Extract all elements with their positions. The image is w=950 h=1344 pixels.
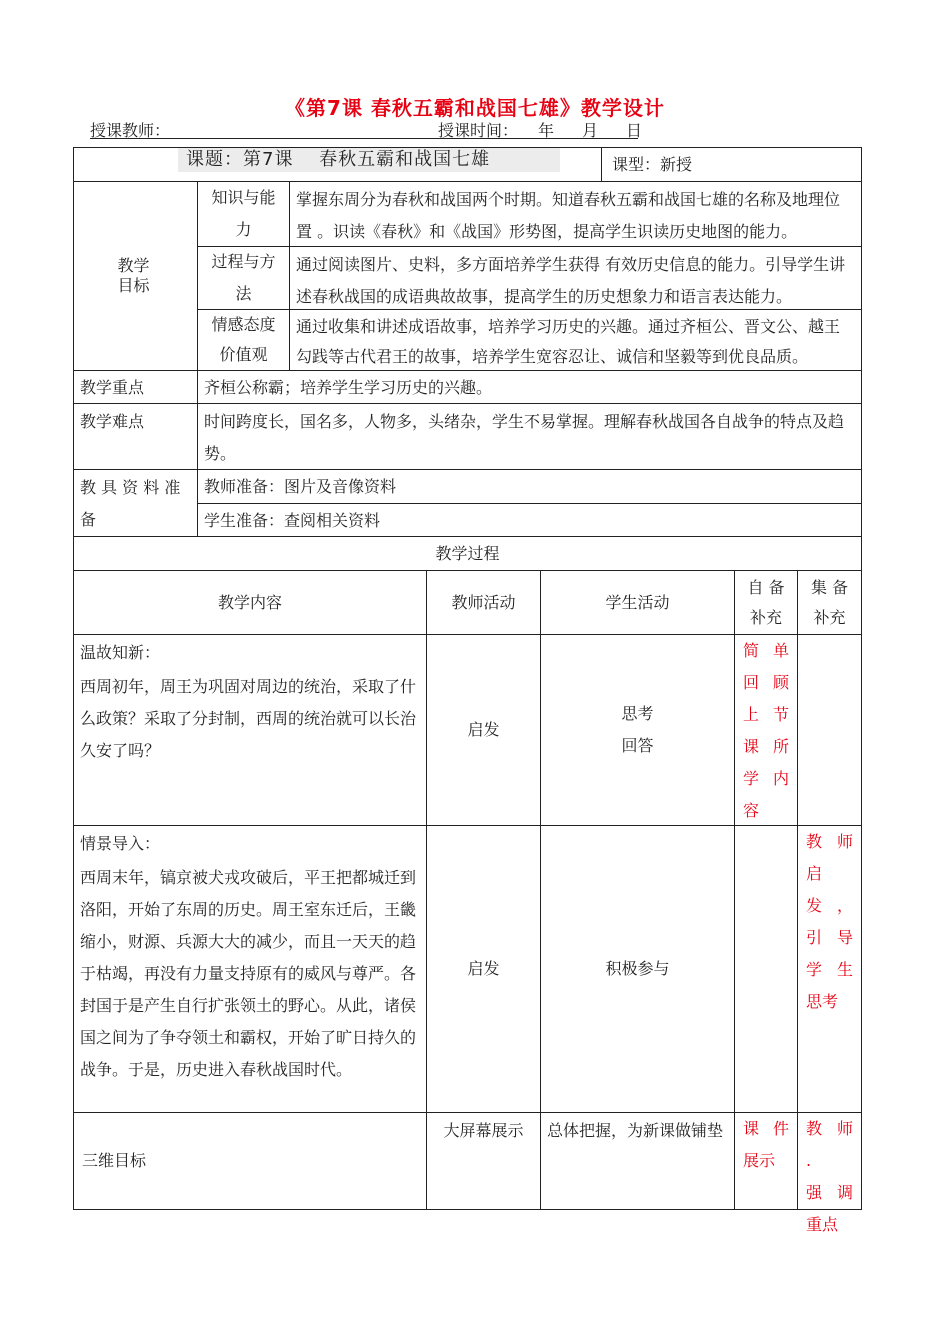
row1-self-note-line: 简 单	[743, 641, 789, 660]
col-student-header: 学生活动	[540, 570, 735, 635]
teacher-label: 授课教师：	[90, 121, 171, 140]
row1-group-note	[797, 634, 862, 826]
row2-teacher: 启发	[426, 825, 541, 1113]
goal-knowledge-name-l2: 力	[235, 220, 252, 239]
row2-group-note-line: 引 导	[806, 928, 853, 947]
row3-group-note-line: 教 师 .	[806, 1119, 853, 1170]
materials-student: 学生准备：查阅相关资料	[197, 503, 862, 537]
row1-self-note	[734, 634, 798, 826]
process-heading: 教学过程	[73, 536, 862, 571]
col-group-header-l1: 集 备	[810, 577, 849, 597]
col-group-header-l2: 补充	[813, 607, 846, 627]
row1-teacher: 启发	[426, 634, 541, 826]
col-teacher-header: 教师活动	[426, 570, 541, 635]
row1-content-text: 西周初年，周王为巩固对周边的统治，采取了什么政策？采取了分封制，西周的统治就可以长治久安了吗？	[80, 677, 417, 760]
row1-student	[540, 634, 735, 826]
materials-label-l1: 教 具 资 料 准	[80, 478, 181, 497]
goal-knowledge-text	[289, 181, 862, 247]
goal-emotion-text	[289, 309, 862, 371]
row1-self-note-line: 上 节	[743, 705, 789, 724]
topic-banner: 课题：第7课 春秋五霸和战国七雄	[178, 148, 560, 172]
key-point-label: 教学重点	[73, 370, 198, 404]
row1-self-note-line: 学 内	[743, 769, 789, 788]
row3-content-text: 三维目标	[82, 1151, 147, 1170]
goals-label-line1: 教学	[117, 256, 150, 275]
goals-label	[73, 181, 198, 371]
col-self-header	[734, 570, 798, 635]
row2-content-title: 情景导入：	[80, 834, 161, 853]
row2-student: 积极参与	[540, 825, 735, 1113]
materials-teacher: 教师准备：图片及音像资料	[197, 469, 862, 504]
materials-label-l2: 备	[80, 510, 97, 529]
goal-emotion-name-l2: 价值观	[219, 345, 268, 364]
goal-knowledge-name-l1: 知识与能	[211, 188, 276, 207]
goal-emotion-paragraph: 通过收集和讲述成语故事，培养学习历史的兴趣。通过齐桓公、晋文公、越王勾践等古代君王的故事，培养学生宽容忍让、诚信和坚毅等到优良品质。	[296, 317, 841, 366]
goal-knowledge-paragraph: 掌握东周分为春秋和战国两个时期。知道春秋五霸和战国七雄的名称及地理位置 。识读《春秋》和《战国》形势图，提高学生识读历史地图的能力。	[296, 190, 841, 241]
goal-process-text	[289, 246, 862, 310]
row2-group-note-line: 发 ，	[806, 896, 853, 915]
col-content-header: 教学内容	[73, 570, 427, 635]
goal-emotion-name-l1: 情感态度	[211, 315, 276, 334]
row3-group-note	[797, 1112, 862, 1234]
row3-self-note	[734, 1112, 798, 1210]
row1-content	[73, 634, 427, 826]
goal-process-name	[197, 246, 290, 310]
goal-process-paragraph: 通过阅读图片、史料，多方面培养学生获得 有效历史信息的能力。引导学生讲述春秋战国的成语典故故事，提高学生的历史想象力和语言表达能力。	[296, 255, 846, 306]
key-point-text: 齐桓公称霸；培养学生学习历史的兴趣。	[197, 370, 862, 404]
month-label: 月	[582, 121, 599, 140]
row3-student	[540, 1112, 735, 1210]
row3-teacher: 大屏幕展示	[426, 1112, 541, 1210]
col-self-header-l1: 自 备	[747, 577, 785, 597]
row1-self-note-line: 容	[743, 801, 760, 820]
time-label: 授课时间：	[438, 121, 519, 140]
row2-group-note-line: 学 生	[806, 960, 853, 979]
row3-self-note-line: 课 件	[743, 1119, 789, 1138]
row2-group-note-line: 启	[806, 864, 823, 883]
row3-content	[73, 1112, 427, 1210]
row1-student-l2: 回答	[621, 736, 654, 755]
col-self-header-l2: 补充	[749, 607, 782, 627]
row2-self-note	[734, 825, 798, 1113]
goal-process-name-l2: 法	[235, 284, 252, 303]
difficulty-paragraph: 时间跨度长，国名多，人物多，头绪杂，学生不易掌握。理解春秋战国各自战争的特点及趋势。	[204, 412, 845, 463]
goal-emotion-name	[197, 309, 290, 371]
row3-group-note-line: 重点	[806, 1215, 839, 1234]
row1-content-title: 温故知新：	[80, 643, 161, 662]
row1-self-note-line: 课 所	[743, 737, 789, 756]
row3-group-note-line: 强 调	[806, 1183, 853, 1202]
row2-content-text: 西周末年，镐京被犬戎攻破后，平王把都城迁到洛阳，开始了东周的历史。周王室东迁后，王畿缩小，财源、兵源大大的减少，而且一天天的趋于枯竭，再没有力量支持原有的威风与尊严。各封国于是产生自行扩张领土的野心。从此，诸侯国之间为了争夺领土和霸权，开始了旷日持久的战争。于是，历史进入春秋战国时代。	[80, 868, 417, 1079]
col-group-header	[797, 570, 862, 635]
materials-label	[73, 469, 198, 537]
day-label: 日	[626, 121, 643, 140]
row1-student-l1: 思考	[621, 704, 654, 723]
row1-self-note-line: 回 顾	[743, 673, 789, 692]
year-label: 年	[538, 121, 555, 140]
lesson-info-line	[90, 118, 643, 140]
row3-self-note-line: 展示	[743, 1151, 776, 1170]
difficulty-label: 教学难点	[73, 403, 198, 470]
row2-content	[73, 825, 427, 1113]
row3-student-text: 总体把握，为新课做铺垫	[547, 1121, 724, 1140]
difficulty-text	[197, 403, 862, 470]
row2-group-note-line: 教 师	[806, 832, 853, 851]
goals-label-line2: 目标	[117, 276, 150, 295]
goal-knowledge-name	[197, 181, 290, 247]
row2-group-note-line: 思考	[806, 992, 839, 1011]
document-title: 《第7课 春秋五霸和战国七雄》教学设计	[285, 96, 665, 120]
goal-process-name-l1: 过程与方	[211, 252, 276, 271]
row2-group-note	[797, 825, 862, 1113]
lesson-type: 课型：新授	[601, 147, 862, 182]
